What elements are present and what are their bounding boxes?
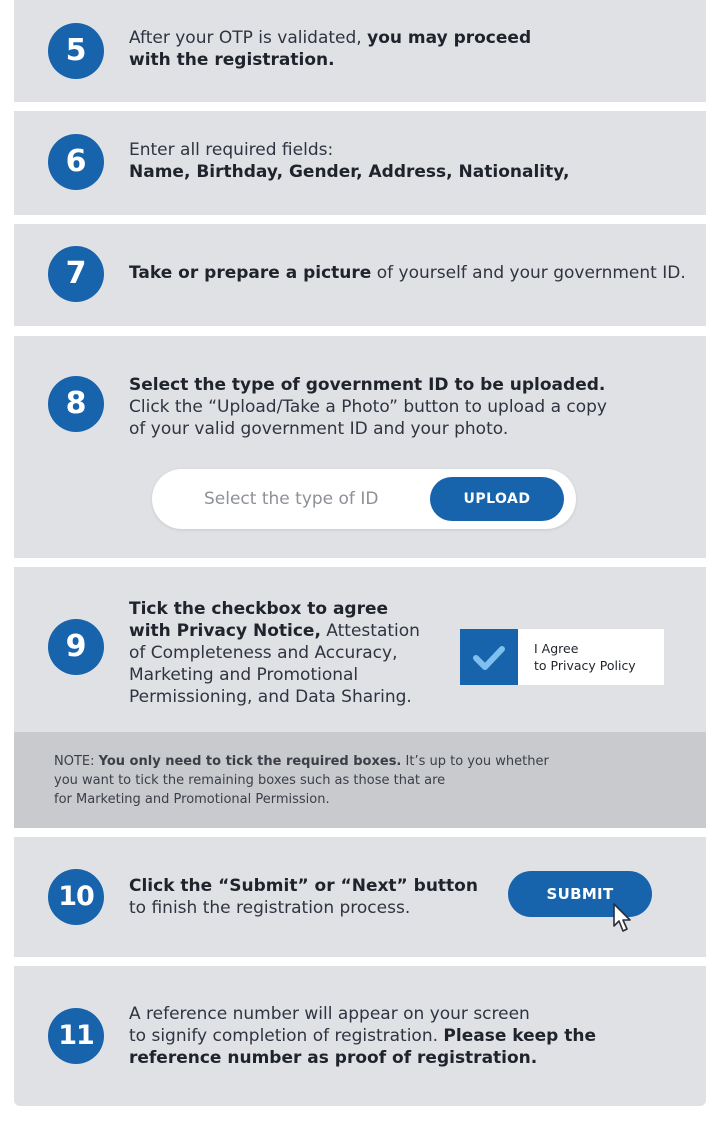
step-9-text: Tick the checkbox to agree with Privacy Notice, Attestation of Completeness and Accuracy, Marketing and Promotional Permissioning, and Data Sharing. xyxy=(129,599,420,707)
checkbox-checked[interactable] xyxy=(460,629,518,685)
id-type-placeholder: Select the type of ID xyxy=(204,489,379,509)
step-number-badge: 6 xyxy=(48,134,104,190)
step-number-badge: 5 xyxy=(48,23,104,79)
step-6-text: Enter all required fields: Name, Birthday, Gender, Address, Nationality, xyxy=(129,140,570,182)
submit-button[interactable]: SUBMIT xyxy=(508,871,652,917)
step-number-badge: 10 xyxy=(48,869,104,925)
step-11-text: A reference number will appear on your screen to signify completion of registration. Please keep the reference number as proof of registration. xyxy=(129,1004,597,1068)
mouse-pointer-icon xyxy=(612,902,636,934)
step-number-badge: 9 xyxy=(48,619,104,675)
upload-button[interactable]: UPLOAD xyxy=(430,477,564,521)
step-6-card xyxy=(14,111,706,215)
note-banner xyxy=(14,732,706,828)
step-7-text: Take or prepare a picture of yourself and your government ID. xyxy=(129,263,686,283)
agree-label: I Agree to Privacy Policy xyxy=(534,641,636,673)
step-number-badge: 11 xyxy=(48,1008,104,1064)
step-5-text: After your OTP is validated, you may proceed with the registration. xyxy=(129,28,532,70)
step-11-card xyxy=(14,966,706,1106)
step-10-text: Click the “Submit” or “Next” button to finish the registration process. xyxy=(129,876,478,918)
step-5-card xyxy=(14,0,706,102)
note-text: NOTE: You only need to tick the required boxes. It’s up to you whether you want to tick the remaining boxes such as those that are for Marketing and Promotional Permission. xyxy=(54,754,549,807)
step-8-text: Select the type of government ID to be uploaded. Click the “Upload/Take a Photo” button to upload a copy of your valid government ID and your photo. xyxy=(129,375,607,439)
privacy-agree-checkbox[interactable] xyxy=(460,629,664,685)
step-9-card xyxy=(14,567,706,828)
id-type-select[interactable] xyxy=(152,469,576,529)
step-number-badge: 8 xyxy=(48,376,104,432)
checkmark-icon xyxy=(460,629,518,685)
step-number-badge: 7 xyxy=(48,246,104,302)
step-7-card xyxy=(14,224,706,326)
step-10-card xyxy=(14,837,706,957)
step-8-card xyxy=(14,336,706,558)
